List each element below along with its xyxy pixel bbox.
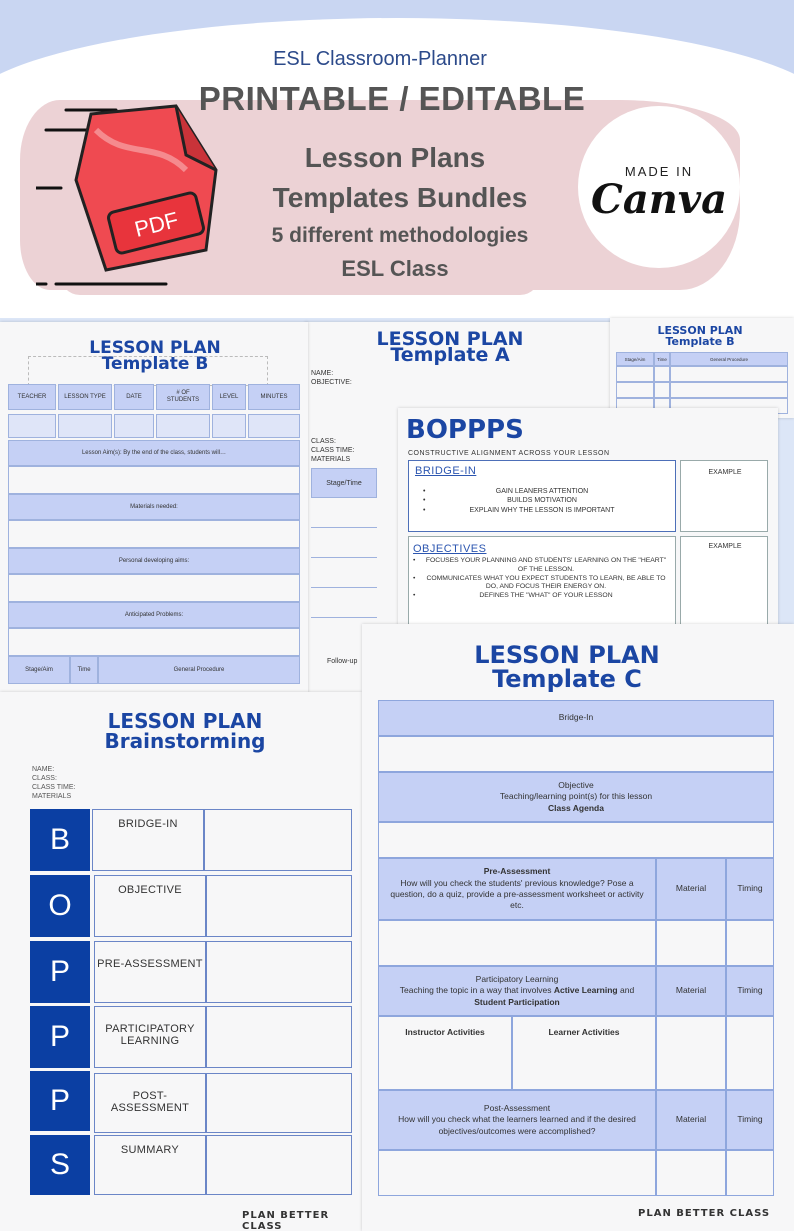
banner-line-3: 5 different methodologies	[271, 224, 529, 247]
tc-pre-timing: Timing	[726, 858, 774, 920]
header-students: # OF STUDENTS	[156, 384, 210, 410]
letter-b: B	[30, 809, 90, 871]
input-lesson-type[interactable]	[58, 414, 112, 438]
template-c-sheet	[362, 624, 794, 1231]
space-bridge-in[interactable]	[204, 809, 352, 871]
tc-bridge-in-space[interactable]	[378, 736, 774, 772]
small-cell	[670, 366, 788, 382]
space-post-assessment[interactable]	[206, 1073, 352, 1133]
divider	[311, 587, 377, 588]
template-a-objective: OBJECTIVE:	[311, 379, 352, 386]
row-lesson-aims: Lesson Aim(s): By the end of the class, students will…	[8, 440, 300, 466]
header-stage-aim: Stage/Aim	[8, 656, 70, 684]
row-anticipated-problems: Anticipated Problems:	[8, 602, 300, 628]
small-cell	[616, 366, 654, 382]
tc-post-assessment: Post-Assessment How will you check what the learners learned and if the desired objectives/outcomes were accomplished?	[378, 1090, 656, 1150]
banner-subtitle: ESL Classroom-Planner	[273, 48, 487, 70]
row-problems-space[interactable]	[8, 628, 300, 656]
template-a-name: NAME:	[311, 370, 334, 377]
header-lesson-type: LESSON TYPE	[58, 384, 112, 410]
template-a-class: CLASS:	[311, 438, 336, 445]
letter-p-post: P	[30, 1071, 90, 1131]
banner-line-1: Lesson Plans	[304, 142, 486, 173]
label-post-assessment: POST-ASSESSMENT	[94, 1073, 206, 1133]
template-a-stage-time: Stage/Time	[311, 468, 377, 498]
tc-pre-assessment: Pre-Assessment How will you check the students' previous knowledge? Pose a question, do a quiz, provide a pre-assessment worksheet or activity etc.	[378, 858, 656, 920]
tc-post-material: Material	[656, 1090, 726, 1150]
small-cell	[670, 382, 788, 398]
template-c-title: LESSON PLAN	[474, 641, 660, 669]
banner-title: PRINTABLE / EDITABLE	[198, 80, 586, 117]
tc-post-timing-space[interactable]	[726, 1150, 774, 1196]
header-level: LEVEL	[212, 384, 246, 410]
tc-objective: Objective Teaching/learning point(s) for this lesson Class Agenda	[378, 772, 774, 822]
label-bridge-in: BRIDGE-IN	[92, 809, 204, 871]
header-time: Time	[70, 656, 98, 684]
tc-objective-space[interactable]	[378, 822, 774, 858]
row-materials: Materials needed:	[8, 494, 300, 520]
brainstorm-title: LESSON PLAN	[107, 709, 263, 733]
tc-part-timing-space[interactable]	[726, 1016, 774, 1090]
bridge-example-box	[680, 460, 768, 532]
space-objective[interactable]	[206, 875, 352, 937]
tc-learner[interactable]: Learner Activities	[512, 1016, 656, 1090]
divider	[311, 617, 377, 618]
template-a-subtitle: Template A	[390, 344, 510, 366]
bridge-example: EXAMPLE	[708, 469, 742, 476]
pdf-label: PDF	[131, 207, 181, 242]
label-participatory: PARTICIPATORY LEARNING	[94, 1006, 206, 1068]
divider	[311, 527, 377, 528]
objective-bullet: • FOCUSES YOUR PLANNING AND STUDENTS' LEARNING ON THE "HEART" OF THE LESSON.	[413, 557, 667, 573]
pdf-file-icon	[36, 100, 236, 300]
space-summary[interactable]	[206, 1135, 352, 1195]
row-personal-aims-space[interactable]	[8, 574, 300, 602]
template-a-title: LESSON PLAN	[376, 328, 524, 350]
row-lesson-aims-space[interactable]	[8, 466, 300, 494]
template-a-class-time: CLASS TIME:	[311, 447, 355, 454]
made-in-canva-badge	[578, 106, 740, 268]
objectives-heading: OBJECTIVES	[413, 543, 487, 555]
bopps-title: BOPPPS	[406, 415, 524, 445]
canva-made-in: MADE IN	[624, 164, 694, 179]
template-b-title: LESSON PLAN	[89, 338, 221, 358]
tc-pre-timing-space[interactable]	[726, 920, 774, 966]
brainstorm-footer-brand: PLAN BETTER CLASS	[242, 1210, 330, 1231]
small-general-procedure: General Procedure	[670, 352, 788, 366]
template-b-small-sheet	[610, 318, 794, 418]
brainstorming-sheet	[0, 692, 362, 1231]
tc-part-material: Material	[656, 966, 726, 1016]
template-a-follow-up: Follow-up	[327, 658, 358, 665]
header-banner	[0, 0, 794, 318]
tc-post-timing: Timing	[726, 1090, 774, 1150]
bridge-bullet: • BUILDS MOTIVATION	[423, 497, 577, 505]
objectives-box	[408, 536, 676, 626]
header-minutes: MINUTES	[248, 384, 300, 410]
input-date[interactable]	[114, 414, 154, 438]
input-level[interactable]	[212, 414, 246, 438]
small-cell	[654, 366, 670, 382]
row-materials-space[interactable]	[8, 520, 300, 548]
tc-bridge-in: Bridge-In	[378, 700, 774, 736]
canva-logo: Canva	[591, 176, 727, 223]
tc-part-material-space[interactable]	[656, 1016, 726, 1090]
objectives-example-box	[680, 536, 768, 626]
divider	[311, 557, 377, 558]
objective-bullet: • COMMUNICATES WHAT YOU EXPECT STUDENTS TO LEARN, BE ABLE TO DO, AND FOCUS THEIR ENERGY ON.	[413, 574, 666, 591]
tc-pre-space[interactable]	[378, 920, 656, 966]
tc-instructor[interactable]: Instructor Activities	[378, 1016, 512, 1090]
header-date: DATE	[114, 384, 154, 410]
banner-line-4: ESL Class	[341, 256, 449, 281]
tc-part-timing: Timing	[726, 966, 774, 1016]
small-cell	[654, 382, 670, 398]
input-teacher[interactable]	[8, 414, 56, 438]
brainstorm-subtitle: Brainstorming	[104, 729, 266, 753]
brainstorm-class-time: CLASS TIME:	[32, 784, 76, 791]
tc-post-material-space[interactable]	[656, 1150, 726, 1196]
template-a-materials: MATERIALS	[311, 456, 351, 463]
bridge-bullet: • GAIN LEANERS ATTENTION	[423, 488, 589, 495]
tc-pre-material-space[interactable]	[656, 920, 726, 966]
small-time: Time	[654, 352, 670, 366]
brainstorm-name: NAME:	[32, 766, 55, 773]
label-pre-assessment: PRE-ASSESSMENT	[94, 941, 206, 1003]
bridge-in-box	[408, 460, 676, 532]
bridge-in-heading: BRIDGE-IN	[415, 465, 477, 477]
template-b-small-title: LESSON PLAN	[657, 324, 743, 337]
input-students[interactable]	[156, 414, 210, 438]
objective-bullet: • DEFINES THE "WHAT" OF YOUR LESSON	[413, 592, 613, 600]
space-pre-assessment[interactable]	[206, 941, 352, 1003]
header-teacher: TEACHER	[8, 384, 56, 410]
template-c-footer-brand: PLAN BETTER CLASS	[638, 1208, 771, 1219]
row-personal-aims: Personal developing aims:	[8, 548, 300, 574]
template-b-sheet	[0, 322, 308, 694]
bridge-bullet: • EXPLAIN WHY THE LESSON IS IMPORTANT	[423, 506, 615, 514]
space-participatory[interactable]	[206, 1006, 352, 1068]
label-summary: SUMMARY	[94, 1135, 206, 1195]
small-stage-aim: Stage/Aim	[616, 352, 654, 366]
letter-o: O	[30, 875, 90, 937]
small-cell	[616, 382, 654, 398]
input-minutes[interactable]	[248, 414, 300, 438]
header-general-procedure: General Procedure	[98, 656, 300, 684]
objectives-example: EXAMPLE	[708, 543, 742, 550]
letter-s: S	[30, 1135, 90, 1195]
tc-pre-material: Material	[656, 858, 726, 920]
banner-line-2: Templates Bundles	[272, 182, 528, 213]
tc-participatory: Participatory Learning Teaching the topic in a way that involves Active Learning and Student Participation	[378, 966, 656, 1016]
template-b-subtitle: Template B	[101, 354, 209, 374]
template-c-subtitle: Template C	[492, 665, 642, 693]
letter-p-participatory: P	[30, 1006, 90, 1068]
bopps-sheet	[398, 408, 778, 626]
template-b-small-subtitle: Template B	[665, 335, 735, 348]
bopps-subtitle: CONSTRUCTIVE ALIGNMENT ACROSS YOUR LESSON	[408, 450, 610, 457]
brainstorm-class: CLASS:	[32, 775, 57, 782]
brainstorm-materials: MATERIALS	[32, 793, 72, 800]
tc-post-space[interactable]	[378, 1150, 656, 1196]
letter-p-pre: P	[30, 941, 90, 1003]
label-objective: OBJECTIVE	[94, 875, 206, 937]
